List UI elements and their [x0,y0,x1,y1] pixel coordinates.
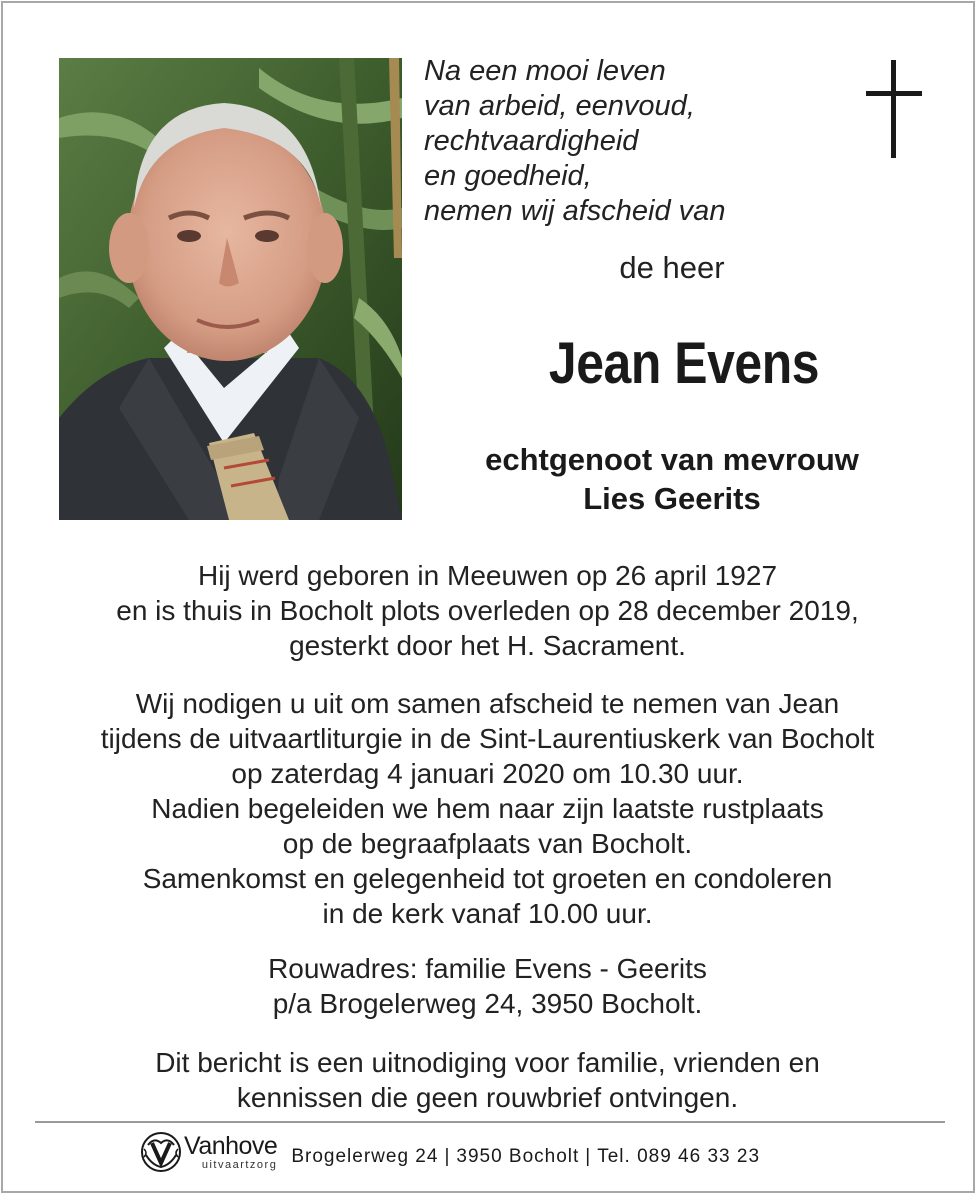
text-line: Wij nodigen u uit om samen afscheid te nemen van Jean [135,688,840,719]
deceased-name: Jean Evens [548,331,820,396]
text-line: op zaterdag 4 januari 2020 om 10.30 uur. [231,758,744,789]
text-line: en is thuis in Bocholt plots overleden op 28 december 2019, [116,595,859,626]
text-line: in de kerk vanaf 10.00 uur. [322,898,653,929]
text-line: op de begraafplaats van Bocholt. [282,828,693,859]
spouse-name: Lies Geerits [583,481,761,516]
portrait-photo [59,58,402,520]
spouse-info [402,440,942,518]
poem-line: rechtvaardigheid [424,125,639,157]
text-line: gesterkt door het H. Sacrament. [289,630,686,661]
footer-city: 3950 Bocholt [456,1146,580,1167]
footer-phone: Tel. 089 46 33 23 [597,1146,761,1167]
text-line: Samenkomst en gelegenheid tot groeten en condoleren [142,863,833,894]
poem-line: nemen wij afscheid van [424,195,726,227]
poem-line: en goedheid, [424,160,592,192]
footer-divider [35,1121,945,1123]
logo-text [184,1131,278,1171]
text-line: tijdens de uitvaartliturgie in de Sint-Laurentiuskerk van Bocholt [100,723,875,754]
salutation: de heer [619,250,725,285]
footer [140,1128,840,1176]
text-line: Dit bericht is een uitnodiging voor familie, vrienden en [155,1047,820,1078]
text-line: p/a Brogelerweg 24, 3950 Bocholt. [272,988,703,1019]
poem-line: Na een mooi leven [424,55,666,87]
text-line: kennissen die geen rouwbrief ontvingen. [236,1082,739,1113]
invitation-notice [30,1045,945,1115]
spouse-line: echtgenoot van mevrouw [485,442,859,477]
portrait-image [59,58,402,520]
poem-line: van arbeid, eenvoud, [424,90,695,122]
cross-icon [864,60,924,160]
text-line: Rouwadres: familie Evens - Geerits [268,953,707,984]
birth-death-paragraph [30,558,945,663]
footer-separator: | [585,1146,592,1167]
text-line: Hij werd geboren in Meeuwen op 26 april 1927 [197,560,778,591]
mourning-address [30,951,945,1021]
footer-street: Brogelerweg 24 [291,1146,439,1167]
text-line: Nadien begeleiden we hem naar zijn laatste rustplaats [151,793,824,824]
footer-separator: | [444,1146,451,1167]
funeral-home-logo [140,1131,277,1173]
vanhove-logo-icon [140,1131,182,1173]
opening-poem [424,54,844,229]
logo-subtitle: uitvaartzorg [201,1158,278,1171]
footer-contact [291,1136,760,1168]
ceremony-paragraph [30,686,945,931]
logo-name: Vanhove [184,1131,278,1160]
